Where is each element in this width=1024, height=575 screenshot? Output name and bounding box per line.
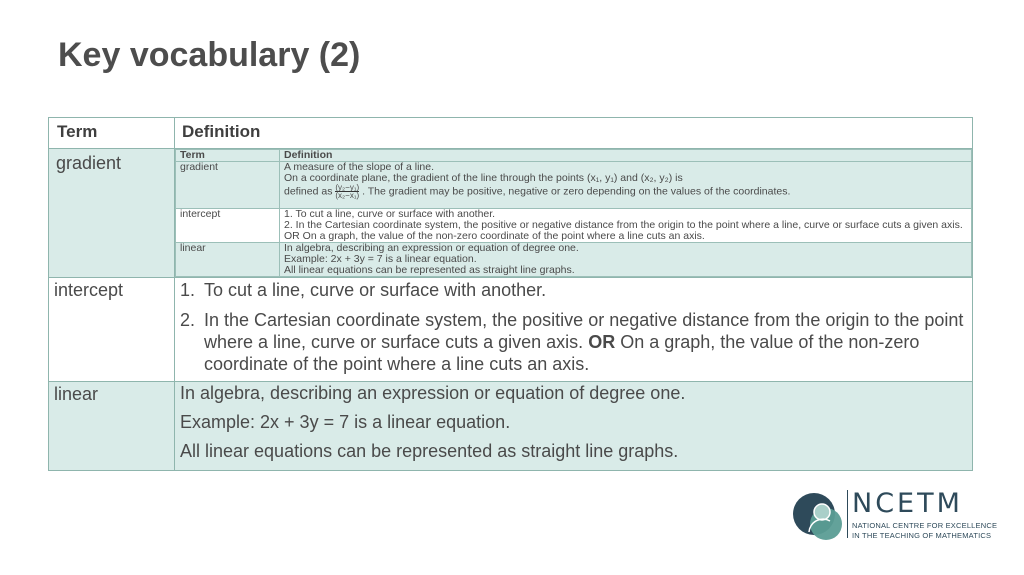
embedded-gradient-line2: On a coordinate plane, the gradient of the line through the points (x₁, y₁) and (x₂, y₂) is xyxy=(284,172,683,184)
embedded-gradient-line3-post: . The gradient may be positive, negative or zero depending on the values of the coordinates. xyxy=(362,185,791,198)
logo-tagline-2: IN THE TEACHING OF MATHEMATICS xyxy=(852,531,992,540)
intercept-definition xyxy=(175,278,973,382)
intercept-item-1-text: To cut a line, curve or surface with another. xyxy=(204,280,547,300)
embedded-gradient-line3 xyxy=(284,184,967,199)
intercept-item-1: 1. To cut a line, curve or surface with another. xyxy=(180,280,547,300)
term-header: Term xyxy=(49,118,175,149)
gradient-fraction-numerator: (y₂−y₁) xyxy=(335,183,360,192)
vocabulary-table xyxy=(48,117,973,471)
term-intercept: intercept xyxy=(49,278,175,382)
intercept-definition-list xyxy=(175,279,972,375)
embedded-intercept-item2: 2. In the Cartesian coordinate system, the positive or negative distance from the origin to the point where a line, curve or surface cuts a given axis. OR On a graph, the value of the non-zero coordinate of the point where a line cuts an axis. xyxy=(284,219,963,242)
term-gradient: gradient xyxy=(49,149,175,278)
logo-tagline-1: NATIONAL CENTRE FOR EXCELLENCE xyxy=(852,521,998,530)
embedded-row-gradient xyxy=(176,162,972,209)
embedded-row-linear xyxy=(176,243,972,277)
linear-definition xyxy=(175,382,973,471)
embedded-term-header: Term xyxy=(176,150,280,162)
embedded-row-intercept xyxy=(176,209,972,243)
embedded-definition-header: Definition xyxy=(280,150,972,162)
embedded-linear-line3: All linear equations can be represented as straight line graphs. xyxy=(284,264,575,276)
embedded-gradient-line3-pre: defined as xyxy=(284,185,333,198)
page-title: Key vocabulary (2) xyxy=(58,36,361,74)
embedded-term-linear: linear xyxy=(176,243,280,277)
or-label: OR xyxy=(588,332,616,352)
embedded-gradient-definition xyxy=(280,162,972,209)
embedded-vocab-table xyxy=(175,149,972,277)
linear-line-3: All linear equations can be represented as straight line graphs. xyxy=(180,441,679,461)
intercept-item-2: 2. In the Cartesian coordinate system, the positive or negative distance from the origin to the point where a line, curve or surface cuts a given axis. OR On a graph, the value of the non-zero coordinate of the point where a line cuts an axis. xyxy=(180,310,964,374)
gradient-fraction-denominator: (x₂−x₁) xyxy=(335,191,360,200)
logo-divider xyxy=(847,490,848,538)
embedded-header-row xyxy=(176,150,972,162)
table-row-intercept xyxy=(49,278,973,382)
gradient-definition-image xyxy=(175,149,973,278)
embedded-gradient-line1: A measure of the slope of a line. xyxy=(284,161,435,173)
logo-wordmark: NCETM xyxy=(852,488,963,519)
linear-line-2: Example: 2x + 3y = 7 is a linear equation. xyxy=(180,412,511,432)
embedded-term-intercept: intercept xyxy=(176,209,280,243)
table-row-gradient xyxy=(49,149,973,278)
embedded-linear-line1: In algebra, describing an expression or equation of degree one. xyxy=(284,242,579,254)
embedded-intercept-definition xyxy=(280,209,972,243)
table-header-row xyxy=(49,118,973,149)
intercept-item-2-alt-text: On a graph, the value of the non-zero coordinate of the point where a line cuts an axis. xyxy=(204,332,920,374)
definition-header: Definition xyxy=(175,118,973,149)
table-row-linear xyxy=(49,382,973,471)
embedded-term-gradient: gradient xyxy=(176,162,280,209)
embedded-linear-line2: Example: 2x + 3y = 7 is a linear equation. xyxy=(284,253,477,265)
ncetm-logo xyxy=(790,488,998,544)
gradient-fraction xyxy=(335,184,359,199)
ncetm-logo-icon xyxy=(790,488,846,544)
embedded-intercept-item1: 1. To cut a line, curve or surface with another. xyxy=(284,208,496,220)
linear-line-1: In algebra, describing an expression or equation of degree one. xyxy=(180,383,686,403)
embedded-linear-definition xyxy=(280,243,972,277)
term-linear: linear xyxy=(49,382,175,471)
intercept-item-2-text: In the Cartesian coordinate system, the positive or negative distance from the origin to the point where a line, curve or surface cuts a given axis. xyxy=(204,310,964,352)
